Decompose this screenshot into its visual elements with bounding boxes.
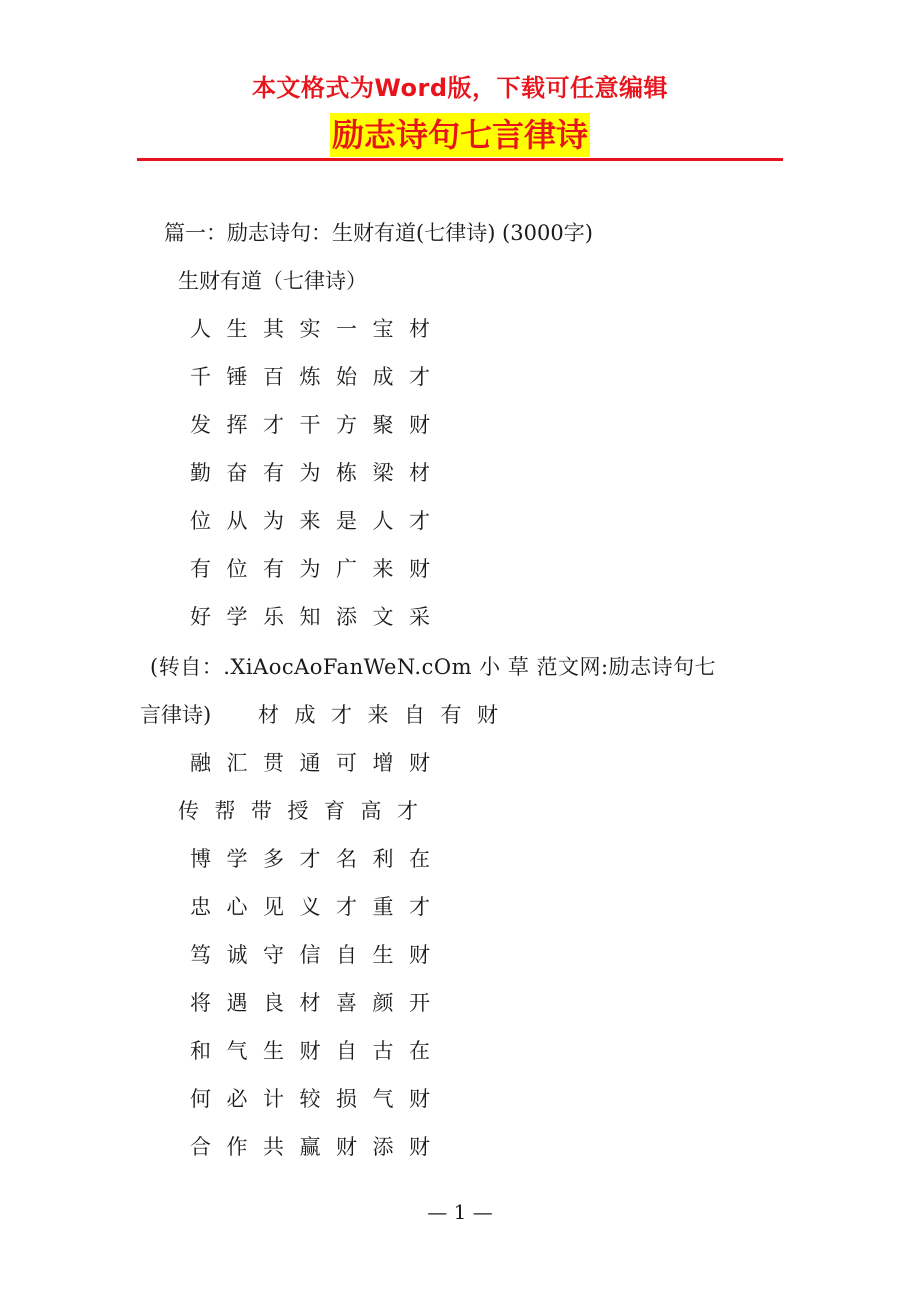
verse-line: 位从为来是人才 (190, 509, 446, 533)
verse-line: 人生其实一宝材 (190, 317, 446, 341)
source-note-end: 言律诗) (140, 703, 212, 727)
verse-line: 发挥才干方聚财 (190, 413, 446, 437)
verse-line: 好学乐知添文采 (190, 605, 446, 629)
verse-line: 忠心见义才重才 (190, 895, 446, 919)
verse-line: 传帮带授育高才 (178, 799, 434, 823)
verse-line: 合作共赢财添财 (190, 1135, 446, 1159)
verse-line: 博学多才名利在 (190, 847, 446, 871)
source-note-line: (转自：.XiAocAoFanWeN.cOm 小 草 范文网:励志诗句七 (150, 655, 717, 679)
poem-subheading: 生财有道（七律诗） (178, 269, 367, 293)
title-wrapper (0, 113, 920, 157)
verse-line: 将遇良材喜颜开 (190, 991, 446, 1015)
verse-line: 有位有为广来财 (190, 557, 446, 581)
verse-line: 融汇贯通可增财 (190, 751, 446, 775)
verse-line: 千锤百炼始成才 (190, 365, 446, 389)
format-banner: 本文格式为Word版，下载可任意编辑 (251, 74, 669, 102)
verse-line: 和气生财自古在 (190, 1039, 446, 1063)
section-heading: 篇一：励志诗句：生财有道(七律诗) (3000字) (164, 221, 593, 245)
page-number: — 1 — (427, 1200, 493, 1224)
verse-line: 何必计较损气财 (190, 1087, 446, 1111)
verse-line: 材成才来自有财 (258, 703, 514, 727)
title-divider (137, 158, 783, 161)
verse-line: 笃诚守信自生财 (190, 943, 446, 967)
verse-line: 勤奋有为栋梁材 (190, 461, 446, 485)
document-title: 励志诗句七言律诗 (330, 113, 590, 157)
